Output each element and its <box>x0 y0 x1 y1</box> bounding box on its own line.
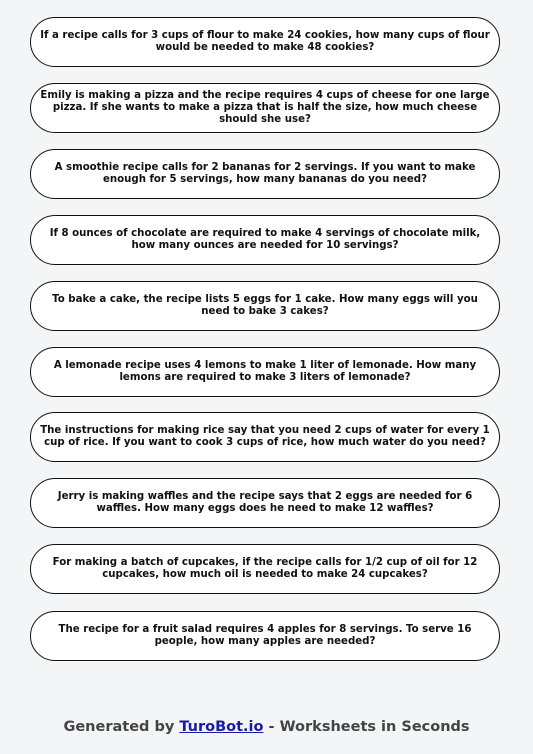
turobot-link[interactable]: TuroBot.io <box>179 719 264 735</box>
question-card <box>30 611 500 661</box>
question-text: A smoothie recipe calls for 2 bananas for 2 servings. If you want to make enough for 5 servings, how many bananas do you need? <box>54 162 476 185</box>
footer-suffix: - Worksheets in Seconds <box>263 719 470 735</box>
question-text: If a recipe calls for 3 cups of flour to make 24 cookies, how many cups of flour would be needed to make 48 cookies? <box>40 30 490 53</box>
question-card <box>30 478 500 528</box>
question-text: The recipe for a fruit salad requires 4 apples for 8 servings. To serve 16 people, how many apples are needed? <box>58 624 472 647</box>
question-card <box>30 149 500 199</box>
footer <box>0 719 533 735</box>
question-text: For making a batch of cupcakes, if the recipe calls for 1/2 cup of oil for 12 cupcakes, how much oil is needed to make 24 cupcakes? <box>52 557 478 580</box>
question-text: The instructions for making rice say that you need 2 cups of water for every 1 cup of rice. If you want to cook 3 cups of rice, how much water do you need? <box>40 425 490 448</box>
question-text: Emily is making a pizza and the recipe requires 4 cups of cheese for one large pizza. If she wants to make a pizza that is half the size, how much cheese should she use? <box>40 90 490 125</box>
question-text: Jerry is making waffles and the recipe says that 2 eggs are needed for 6 waffles. How many eggs does he need to make 12 waffles? <box>57 491 473 514</box>
question-card <box>30 83 500 133</box>
question-card <box>30 412 500 462</box>
question-text: If 8 ounces of chocolate are required to make 4 servings of chocolate milk, how many ounces are needed for 10 servings? <box>49 228 481 251</box>
question-card <box>30 544 500 594</box>
question-card <box>30 17 500 67</box>
question-text: A lemonade recipe uses 4 lemons to make 1 liter of lemonade. How many lemons are required to make 3 liters of lemonade? <box>53 360 477 383</box>
question-card <box>30 281 500 331</box>
footer-prefix: Generated by <box>63 719 180 735</box>
question-text: To bake a cake, the recipe lists 5 eggs for 1 cake. How many eggs will you need to bake 3 cakes? <box>52 294 478 317</box>
question-card <box>30 215 500 265</box>
question-card <box>30 347 500 397</box>
